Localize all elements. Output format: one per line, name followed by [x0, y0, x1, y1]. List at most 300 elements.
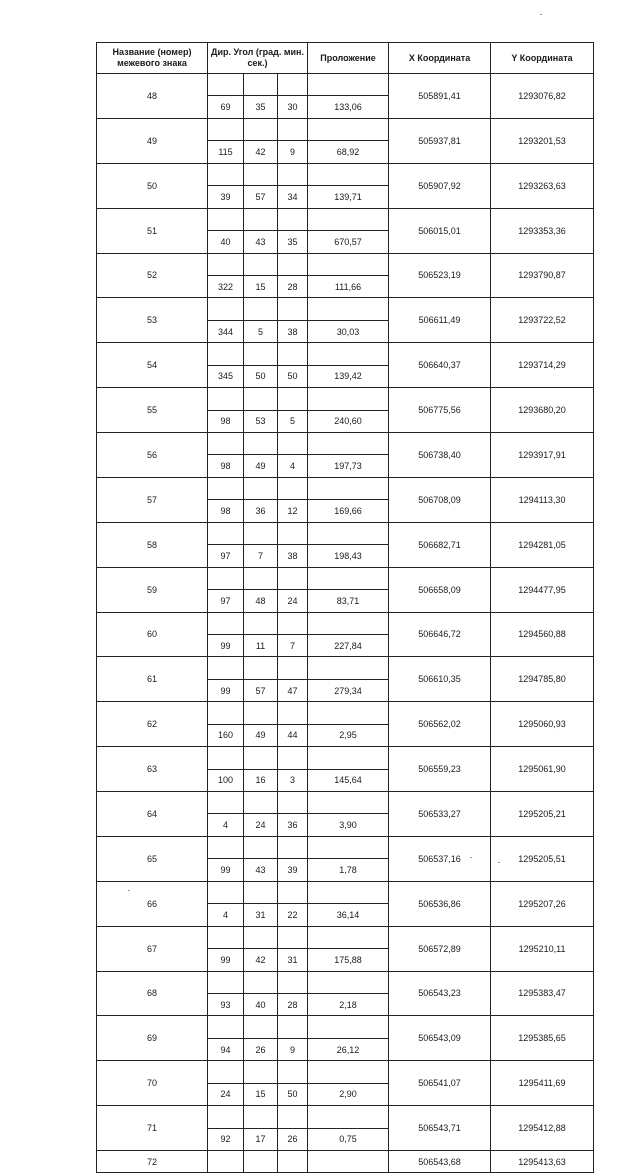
angle-minutes-empty: [244, 1106, 278, 1128]
point-row: [97, 612, 594, 634]
angle-minutes-empty: [244, 881, 278, 903]
distance: 2,18: [308, 993, 389, 1015]
distance-empty: [308, 208, 389, 230]
angle-seconds: 28: [278, 275, 308, 297]
point-name: 67: [97, 926, 208, 971]
angle-seconds: 5: [278, 410, 308, 432]
angle-seconds: 9: [278, 141, 308, 163]
angle-degrees-empty: [208, 74, 244, 96]
x-coordinate: 506537,16: [389, 836, 491, 881]
point-name: 58: [97, 522, 208, 567]
angle-degrees-empty: [208, 926, 244, 948]
angle-seconds-empty: [278, 836, 308, 858]
x-coordinate: 506541,07: [389, 1061, 491, 1106]
angle-minutes: 57: [244, 186, 278, 208]
angle-degrees-empty: [208, 388, 244, 410]
y-coordinate: 1293917,91: [491, 433, 594, 478]
angle-degrees-empty: [208, 612, 244, 634]
angle-degrees: 100: [208, 769, 244, 791]
angle-degrees-empty: [208, 208, 244, 230]
angle-minutes-empty: [244, 612, 278, 634]
y-coordinate: 1293353,36: [491, 208, 594, 253]
angle-seconds-empty: [278, 612, 308, 634]
angle-seconds: 26: [278, 1128, 308, 1150]
y-coordinate: 1294113,30: [491, 477, 594, 522]
angle-degrees-empty: [208, 118, 244, 140]
x-coordinate: 506682,71: [389, 522, 491, 567]
x-coordinate: 506658,09: [389, 567, 491, 612]
x-coordinate: 505907,92: [389, 163, 491, 208]
point-row: [97, 253, 594, 275]
x-coordinate: 506543,09: [389, 1016, 491, 1061]
x-coordinate: 506775,56: [389, 388, 491, 433]
angle-seconds-empty: [278, 1151, 308, 1173]
angle-degrees: 92: [208, 1128, 244, 1150]
angle-seconds-empty: [278, 477, 308, 499]
scan-speck: [498, 862, 500, 863]
angle-seconds: 47: [278, 679, 308, 701]
distance: 198,43: [308, 545, 389, 567]
angle-minutes: 57: [244, 679, 278, 701]
distance-empty: [308, 522, 389, 544]
y-coordinate: 1293263,63: [491, 163, 594, 208]
header-distance: Проложение: [308, 43, 389, 74]
y-coordinate: 1293680,20: [491, 388, 594, 433]
y-coordinate: 1295413,63: [491, 1151, 594, 1173]
angle-seconds-empty: [278, 163, 308, 185]
distance-empty: [308, 792, 389, 814]
angle-degrees: 97: [208, 545, 244, 567]
point-row: [97, 298, 594, 320]
distance-empty: [308, 1106, 389, 1128]
point-name: 53: [97, 298, 208, 343]
y-coordinate: 1295210,11: [491, 926, 594, 971]
angle-seconds-empty: [278, 926, 308, 948]
angle-degrees: 344: [208, 320, 244, 342]
point-row: [97, 522, 594, 544]
angle-seconds: 3: [278, 769, 308, 791]
point-row: [97, 1061, 594, 1083]
point-row: [97, 1016, 594, 1038]
boundary-coordinates-table: [96, 42, 594, 1173]
angle-minutes-empty: [244, 1061, 278, 1083]
angle-degrees: 99: [208, 949, 244, 971]
scan-speck: [470, 857, 472, 858]
angle-degrees-empty: [208, 792, 244, 814]
angle-minutes: 11: [244, 634, 278, 656]
angle-degrees: 99: [208, 859, 244, 881]
distance: 670,57: [308, 231, 389, 253]
y-coordinate: 1293076,82: [491, 74, 594, 119]
distance-empty: [308, 118, 389, 140]
y-coordinate: 1295207,26: [491, 881, 594, 926]
scan-speck: [540, 14, 542, 15]
x-coordinate: 506640,37: [389, 343, 491, 388]
distance-empty: [308, 836, 389, 858]
angle-seconds-empty: [278, 702, 308, 724]
angle-degrees-empty: [208, 1151, 244, 1173]
point-name: 54: [97, 343, 208, 388]
angle-degrees-empty: [208, 971, 244, 993]
point-name: 59: [97, 567, 208, 612]
point-row: [97, 208, 594, 230]
distance-empty: [308, 702, 389, 724]
point-row: [97, 926, 594, 948]
y-coordinate: 1295385,65: [491, 1016, 594, 1061]
distance: 36,14: [308, 904, 389, 926]
point-name: 51: [97, 208, 208, 253]
angle-minutes: 49: [244, 724, 278, 746]
angle-seconds: 50: [278, 1083, 308, 1105]
angle-seconds-empty: [278, 388, 308, 410]
angle-minutes: 50: [244, 365, 278, 387]
point-row: [97, 657, 594, 679]
angle-minutes-empty: [244, 747, 278, 769]
point-name: 56: [97, 433, 208, 478]
angle-degrees: 40: [208, 231, 244, 253]
point-name: 48: [97, 74, 208, 119]
angle-seconds-empty: [278, 433, 308, 455]
distance-empty: [308, 881, 389, 903]
angle-seconds: 24: [278, 590, 308, 612]
angle-seconds: 50: [278, 365, 308, 387]
point-name: 57: [97, 477, 208, 522]
x-coordinate: 506536,86: [389, 881, 491, 926]
distance-empty: [308, 298, 389, 320]
x-coordinate: 506543,23: [389, 971, 491, 1016]
point-name: 49: [97, 118, 208, 163]
x-coordinate: 506523,19: [389, 253, 491, 298]
angle-degrees: 322: [208, 275, 244, 297]
angle-minutes: 5: [244, 320, 278, 342]
angle-minutes: 42: [244, 949, 278, 971]
distance: 279,34: [308, 679, 389, 701]
angle-degrees-empty: [208, 1016, 244, 1038]
angle-degrees: 93: [208, 993, 244, 1015]
scan-speck: [128, 890, 130, 891]
point-name: 65: [97, 836, 208, 881]
x-coordinate: 506611,49: [389, 298, 491, 343]
x-coordinate: 506610,35: [389, 657, 491, 702]
y-coordinate: 1295411,69: [491, 1061, 594, 1106]
point-row: [97, 567, 594, 589]
x-coordinate: 506533,27: [389, 792, 491, 837]
angle-degrees-empty: [208, 881, 244, 903]
angle-seconds: 22: [278, 904, 308, 926]
x-coordinate: 506543,71: [389, 1106, 491, 1151]
distance: 240,60: [308, 410, 389, 432]
angle-seconds-empty: [278, 971, 308, 993]
point-name: 72: [97, 1151, 208, 1173]
angle-seconds: 38: [278, 545, 308, 567]
angle-minutes-empty: [244, 926, 278, 948]
y-coordinate: 1293722,52: [491, 298, 594, 343]
angle-degrees: 99: [208, 679, 244, 701]
angle-minutes: 26: [244, 1038, 278, 1060]
angle-minutes-empty: [244, 118, 278, 140]
angle-seconds: 31: [278, 949, 308, 971]
angle-degrees-empty: [208, 433, 244, 455]
angle-seconds-empty: [278, 1106, 308, 1128]
distance: 197,73: [308, 455, 389, 477]
angle-minutes: 53: [244, 410, 278, 432]
angle-minutes: 36: [244, 500, 278, 522]
distance-empty: [308, 926, 389, 948]
distance: 145,64: [308, 769, 389, 791]
angle-degrees: 39: [208, 186, 244, 208]
distance: 169,66: [308, 500, 389, 522]
angle-degrees: 94: [208, 1038, 244, 1060]
angle-minutes: 43: [244, 231, 278, 253]
angle-minutes: 24: [244, 814, 278, 836]
distance: 227,84: [308, 634, 389, 656]
x-coordinate: 506559,23: [389, 747, 491, 792]
angle-minutes-empty: [244, 657, 278, 679]
header-name: Название (номер) межевого знака: [97, 43, 208, 74]
point-name: 69: [97, 1016, 208, 1061]
distance: 0,75: [308, 1128, 389, 1150]
angle-seconds: 30: [278, 96, 308, 118]
angle-degrees: 98: [208, 410, 244, 432]
distance-empty: [308, 163, 389, 185]
point-name: 52: [97, 253, 208, 298]
angle-degrees-empty: [208, 522, 244, 544]
distance-empty: [308, 433, 389, 455]
angle-minutes-empty: [244, 567, 278, 589]
angle-degrees-empty: [208, 747, 244, 769]
distance: 30,03: [308, 320, 389, 342]
point-row: [97, 836, 594, 858]
point-name: 71: [97, 1106, 208, 1151]
point-row: [97, 881, 594, 903]
angle-degrees-empty: [208, 702, 244, 724]
angle-seconds-empty: [278, 1061, 308, 1083]
angle-seconds-empty: [278, 1016, 308, 1038]
angle-degrees-empty: [208, 1061, 244, 1083]
distance-empty: [308, 1151, 389, 1173]
angle-seconds: 36: [278, 814, 308, 836]
angle-minutes: 16: [244, 769, 278, 791]
y-coordinate: 1295061,90: [491, 747, 594, 792]
point-name: 62: [97, 702, 208, 747]
angle-degrees-empty: [208, 836, 244, 858]
distance: 175,88: [308, 949, 389, 971]
y-coordinate: 1293790,87: [491, 253, 594, 298]
angle-degrees: 4: [208, 904, 244, 926]
y-coordinate: 1294477,95: [491, 567, 594, 612]
distance: 3,90: [308, 814, 389, 836]
angle-seconds-empty: [278, 208, 308, 230]
x-coordinate: 506572,89: [389, 926, 491, 971]
point-row: [97, 971, 594, 993]
point-name: 60: [97, 612, 208, 657]
angle-degrees-empty: [208, 253, 244, 275]
angle-seconds-empty: [278, 298, 308, 320]
angle-minutes: 42: [244, 141, 278, 163]
x-coordinate: 505937,81: [389, 118, 491, 163]
angle-seconds: 9: [278, 1038, 308, 1060]
point-row: [97, 477, 594, 499]
angle-degrees-empty: [208, 567, 244, 589]
angle-degrees-empty: [208, 163, 244, 185]
distance-empty: [308, 477, 389, 499]
distance-empty: [308, 1061, 389, 1083]
distance-empty: [308, 612, 389, 634]
angle-degrees: 98: [208, 455, 244, 477]
angle-seconds: 39: [278, 859, 308, 881]
distance: 1,78: [308, 859, 389, 881]
angle-seconds-empty: [278, 253, 308, 275]
angle-minutes-empty: [244, 343, 278, 365]
angle-seconds: 4: [278, 455, 308, 477]
point-name: 66: [97, 881, 208, 926]
angle-seconds: 12: [278, 500, 308, 522]
angle-seconds-empty: [278, 747, 308, 769]
angle-minutes-empty: [244, 1016, 278, 1038]
angle-seconds: 7: [278, 634, 308, 656]
angle-seconds-empty: [278, 657, 308, 679]
angle-degrees: 69: [208, 96, 244, 118]
y-coordinate: 1293714,29: [491, 343, 594, 388]
angle-degrees-empty: [208, 657, 244, 679]
angle-minutes-empty: [244, 208, 278, 230]
x-coordinate: 506738,40: [389, 433, 491, 478]
angle-minutes: 49: [244, 455, 278, 477]
point-row: [97, 118, 594, 140]
point-row: [97, 163, 594, 185]
x-coordinate: 506543,68: [389, 1151, 491, 1173]
angle-minutes-empty: [244, 836, 278, 858]
angle-minutes-empty: [244, 522, 278, 544]
point-name: 70: [97, 1061, 208, 1106]
angle-minutes-empty: [244, 792, 278, 814]
distance: 2,90: [308, 1083, 389, 1105]
angle-degrees: 99: [208, 634, 244, 656]
angle-degrees: 24: [208, 1083, 244, 1105]
x-coordinate: 505891,41: [389, 74, 491, 119]
distance-empty: [308, 388, 389, 410]
distance: 68,92: [308, 141, 389, 163]
y-coordinate: 1294785,80: [491, 657, 594, 702]
point-row: [97, 747, 594, 769]
angle-minutes: 7: [244, 545, 278, 567]
angle-minutes: 15: [244, 1083, 278, 1105]
y-coordinate: 1295383,47: [491, 971, 594, 1016]
distance-empty: [308, 747, 389, 769]
point-row: [97, 388, 594, 410]
angle-seconds: 35: [278, 231, 308, 253]
angle-minutes-empty: [244, 477, 278, 499]
distance-empty: [308, 253, 389, 275]
angle-degrees: 4: [208, 814, 244, 836]
point-row: [97, 343, 594, 365]
distance: 139,71: [308, 186, 389, 208]
angle-minutes-empty: [244, 74, 278, 96]
distance: 111,66: [308, 275, 389, 297]
distance-empty: [308, 74, 389, 96]
angle-minutes-empty: [244, 388, 278, 410]
angle-seconds: 34: [278, 186, 308, 208]
distance: 83,71: [308, 590, 389, 612]
angle-minutes-empty: [244, 702, 278, 724]
distance: 26,12: [308, 1038, 389, 1060]
angle-degrees: 115: [208, 141, 244, 163]
header-y: Y Координата: [491, 43, 594, 74]
table-body: [97, 74, 594, 1173]
point-name: 64: [97, 792, 208, 837]
angle-minutes: 35: [244, 96, 278, 118]
angle-minutes: 31: [244, 904, 278, 926]
angle-degrees: 97: [208, 590, 244, 612]
x-coordinate: 506646,72: [389, 612, 491, 657]
angle-degrees: 345: [208, 365, 244, 387]
angle-seconds: 28: [278, 993, 308, 1015]
point-name: 68: [97, 971, 208, 1016]
point-row: [97, 702, 594, 724]
angle-minutes: 40: [244, 993, 278, 1015]
angle-minutes-empty: [244, 1151, 278, 1173]
distance-empty: [308, 1016, 389, 1038]
angle-degrees-empty: [208, 298, 244, 320]
x-coordinate: 506562,02: [389, 702, 491, 747]
angle-seconds-empty: [278, 567, 308, 589]
angle-seconds-empty: [278, 343, 308, 365]
point-row: [97, 792, 594, 814]
distance: 2,95: [308, 724, 389, 746]
y-coordinate: 1295060,93: [491, 702, 594, 747]
distance: 133,06: [308, 96, 389, 118]
y-coordinate: 1293201,53: [491, 118, 594, 163]
point-name: 61: [97, 657, 208, 702]
distance-empty: [308, 971, 389, 993]
table-header-row: [97, 43, 594, 74]
point-row: [97, 433, 594, 455]
y-coordinate: 1294281,05: [491, 522, 594, 567]
angle-minutes-empty: [244, 163, 278, 185]
angle-degrees-empty: [208, 477, 244, 499]
y-coordinate: 1295205,21: [491, 792, 594, 837]
y-coordinate: 1295205,51: [491, 836, 594, 881]
angle-minutes-empty: [244, 971, 278, 993]
angle-minutes: 15: [244, 275, 278, 297]
angle-seconds-empty: [278, 881, 308, 903]
distance-empty: [308, 567, 389, 589]
angle-minutes-empty: [244, 253, 278, 275]
header-angle: Дир. Угол (град. мин. сек.): [208, 43, 308, 74]
header-x: X Координата: [389, 43, 491, 74]
angle-degrees: 98: [208, 500, 244, 522]
angle-seconds: 44: [278, 724, 308, 746]
angle-degrees: 160: [208, 724, 244, 746]
angle-degrees-empty: [208, 343, 244, 365]
point-name: 55: [97, 388, 208, 433]
point-row: [97, 1106, 594, 1128]
distance-empty: [308, 657, 389, 679]
angle-minutes: 48: [244, 590, 278, 612]
angle-minutes-empty: [244, 298, 278, 320]
y-coordinate: 1294560,88: [491, 612, 594, 657]
angle-seconds-empty: [278, 74, 308, 96]
x-coordinate: 506708,09: [389, 477, 491, 522]
angle-minutes: 17: [244, 1128, 278, 1150]
point-name: 63: [97, 747, 208, 792]
angle-seconds-empty: [278, 522, 308, 544]
angle-seconds-empty: [278, 118, 308, 140]
angle-minutes-empty: [244, 433, 278, 455]
point-row: [97, 74, 594, 96]
point-name: 50: [97, 163, 208, 208]
point-row: [97, 1151, 594, 1173]
